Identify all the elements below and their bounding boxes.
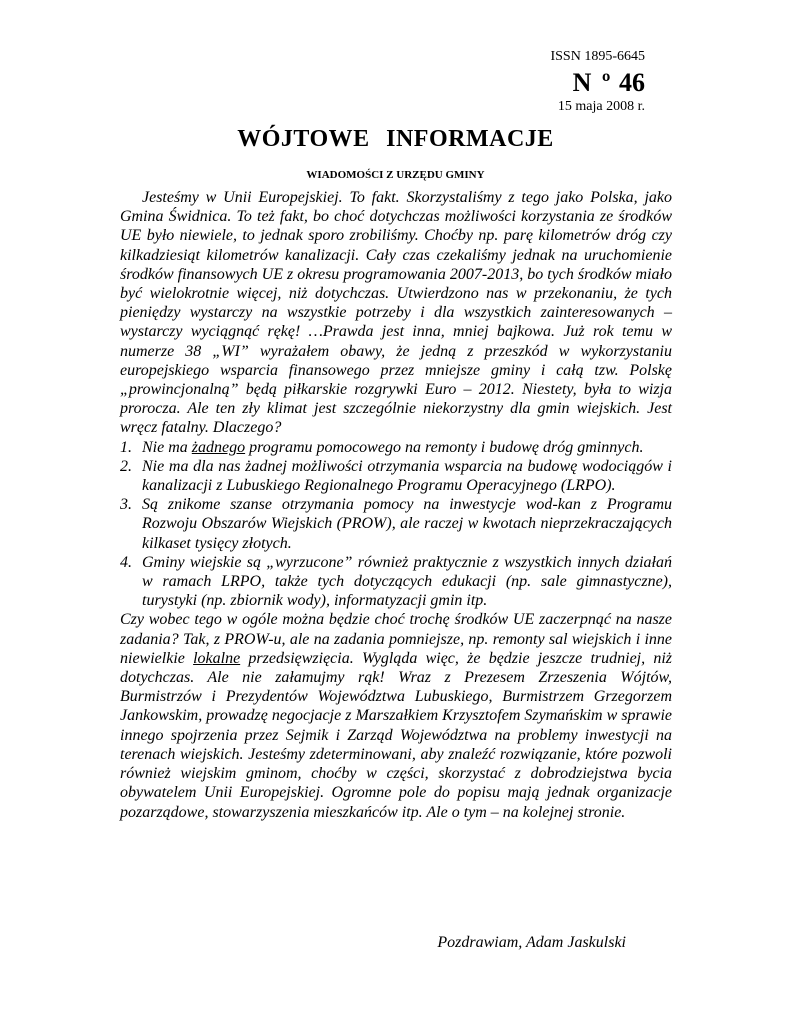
intro-paragraph: Jesteśmy w Unii Europejskiej. To fakt. Skorzystaliśmy z tego jako Polska, jako Gmina Świdnica. To też fakt, bo choć dotychczas możliwości korzystania ze środków UE było niewiele, to jednak sporo zrobiliśmy. Choćby np. parę kilometrów dróg czy kilkadziesiąt kilometrów kanalizacji. Cały czas czekaliśmy jednak na uruchomienie środków finansowych UE z okresu programowania 2007-2013, bo tych środków miało być wielokrotnie więcej, niż dotychczas. Utwierdzono nas w przekonaniu, że tych pieniędzy wystarczy na wszystkie potrzeby i dla wszystkich zainteresowanych – wystarczy wyciągnąć rękę! …Prawda jest inna, mniej bajkowa. Już rok temu w numerze 38 „WI” wyrażałem obawy, że jedną z przeszkód w wykorzystaniu europejskiego wsparcia finansowego przez mniejsze gminy i całą tzw. Polskę „prowincjonalną” będą piłkarskie rozgrywki Euro – 2012. Niestety, była to wizja prorocza. Ale ten zły klimat jest szczególnie niekorzystny dla gmin wiejskich. Jest wręcz fatalny. Dlaczego? — [120, 189, 672, 437]
list-item-number: 4. — [120, 553, 132, 571]
page-subtitle: WIADOMOŚCI Z URZĘDU GMINY — [306, 169, 485, 181]
page-title: WÓJTOWE INFORMACJE — [237, 126, 554, 152]
list-item-number: 3. — [120, 496, 132, 514]
issue-date: 15 maja 2008 r. — [557, 99, 645, 114]
list-item-text-start: Nie ma — [142, 438, 192, 456]
list-item — [120, 553, 672, 611]
list-item-number: 1. — [120, 438, 132, 456]
header-meta — [550, 48, 645, 116]
list-item-emphasis: żadnego — [191, 438, 246, 456]
list-item-text: Nie ma dla nas żadnej możliwości otrzymania wsparcia na budowę wodociągów i kanalizacji z Lubuskiego Regionalnego Programu Operacyjnego (LRPO). — [142, 457, 672, 495]
list-item-number: 2. — [120, 457, 132, 475]
closing-paragraph — [120, 610, 672, 821]
list-item — [120, 438, 672, 457]
list-item-text: Są znikome szanse otrzymania pomocy na inwestycje wod-kan z Programu Rozwoju Obszarów Wiejskich (PROW), ale raczej w kwotach nieprzekraczających kilkaset tysięcy złotych. — [142, 496, 672, 552]
list-item — [120, 457, 672, 495]
article-body — [120, 188, 672, 822]
closing-text-start: Czy wobec tego w ogóle można będzie choć trochę środków UE zaczerpnąć na nasze zadania? Tak, z PROW-u, ale na zadania pomniejsze, np. remonty sal wiejskich i inne niewielkie — [120, 611, 672, 667]
signature: Pozdrawiam, Adam Jaskulski — [437, 934, 626, 951]
issue-number-value: 46 — [619, 68, 645, 97]
list-item-text: Gminy wiejskie są „wyrzucone” również praktycznie z wszystkich innych działań w ramach LRPO, także tych dotyczących edukacji (np. sale gimnastyczne), turystyki (np. zbiornik wody), informatyzacji gmin itp. — [142, 553, 672, 610]
list-item — [120, 495, 672, 553]
issue-symbol: N º — [572, 68, 613, 97]
points-list — [120, 438, 672, 611]
closing-text-end: przedsięwzięcia. Wygląda więc, że będzie jeszcze trudniej, niż dotychczas. Ale nie załamujmy rąk! Wraz z Prezesem Zrzeszenia Wójtów, Burmistrzów i Prezydentów Województwa Lubuskiego, Burmistrzem Grzegorzem Jankowskim, prowadzę negocjacje z Marszałkiem Krzysztofem Szymańskim w sprawie innego spojrzenia przez Sejmik i Zarząd Województwa na problemy inwestycji na terenach wiejskich. Jesteśmy zdeterminowani, aby znaleźć rozwiązanie, które pozwoli również wiejskim gminom, choćby w części, skorzystać z dobrodziejstwa bycia obywatelem Unii Europejskiej. Ogromne pole do popisu mają jednak organizacje pozarządowe, stowarzyszenia mieszkańców itp. Ale o tym – na kolejnej stronie. — [120, 649, 673, 821]
issn: ISSN 1895-6645 — [550, 49, 645, 64]
list-item-text-end: programu pomocowego na remonty i budowę dróg gminnych. — [245, 438, 644, 456]
issue-number — [550, 68, 645, 98]
closing-emphasis: lokalne — [193, 649, 241, 667]
